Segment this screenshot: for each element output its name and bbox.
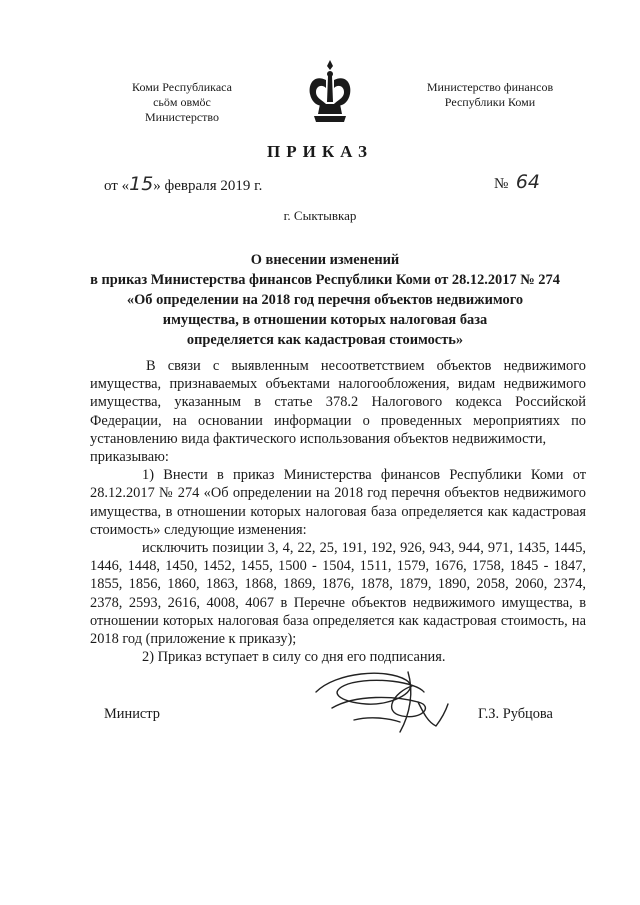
subject-line-4: имущества, в отношении которых налоговая база — [162, 312, 488, 328]
signatory-position: Министр — [104, 706, 160, 722]
header-left-line-2: сьӧм овмӧс — [153, 95, 211, 109]
paragraph-order: приказываю: — [90, 449, 169, 466]
paragraph-intro: В связи с выявленным несоответствием объектов недвижимого имущества, признаваемых объектами налогообложения, видам недвижимого имущества, указанным в статье 378.2 Налогового кодекса Российской Федерации, на основании информации о проведенных мероприятиях по установлению вида фактического использования объектов недвижимости, — [90, 358, 586, 447]
paragraph-item-2: 2) Приказ вступает в силу со дня его подписания. — [142, 649, 446, 666]
signatory-name: Г.З. Рубцова — [478, 706, 553, 722]
date-prefix: от « — [104, 178, 130, 194]
emblem-icon — [304, 58, 356, 126]
subject-line-2: в приказ Министерства финансов Республики Коми от 28.12.2017 № 274 — [90, 272, 560, 288]
date-day-handwritten: 15 — [129, 173, 154, 195]
order-body — [90, 357, 586, 666]
header-left — [98, 80, 266, 125]
document-title: ПРИКАЗ — [267, 142, 373, 161]
subject-line-5: определяется как кадастровая стоимость» — [186, 332, 464, 348]
order-subject — [90, 250, 560, 350]
city: г. Сыктывкар — [283, 208, 357, 223]
header-left-line-1: Коми Республикаса — [132, 80, 232, 94]
number-value-handwritten: 64 — [515, 171, 540, 193]
header-right-line-1: Министерство финансов — [426, 80, 554, 94]
subject-line-1: О внесении изменений — [250, 252, 400, 268]
header-right — [402, 80, 578, 110]
header-right-line-2: Республики Коми — [444, 95, 536, 109]
header-left-line-3: Министерство — [145, 110, 219, 124]
date-rest: » февраля 2019 г. — [153, 178, 263, 194]
paragraph-item-1: 1) Внести в приказ Министерства финансов Республики Коми от 28.12.2017 № 274 «Об определении на 2018 год перечня объектов недвижимого имущества, в отношении которых налоговая база определяется как кадастровая стоимость» следующие изменения: — [90, 467, 586, 538]
order-number — [494, 171, 540, 193]
order-date — [104, 173, 262, 195]
number-prefix: № — [494, 176, 509, 192]
handwritten-signature — [296, 662, 466, 744]
paragraph-item-1-detail: исключить позиции 3, 4, 22, 25, 191, 192, 926, 943, 944, 971, 1435, 1445, 1446, 1448, 1450, 1452, 1455, 1500 - 1504, 1511, 1579, 1676, 1758, 1845 - 1847, 1855, 1856, 1860, 1863, 1868, 1869, 1876, 1878, 1879, 1890, 2058, 2060, 2374, 2378, 2593, 2616, 4008, 4067 в Перечне объектов недвижимого имущества, в отношении которых налоговая база определяется как кадастровая стоимость, на 2018 год (приложение к приказу); — [90, 540, 586, 648]
subject-line-3: «Об определении на 2018 год перечня объектов недвижимого — [126, 292, 524, 308]
